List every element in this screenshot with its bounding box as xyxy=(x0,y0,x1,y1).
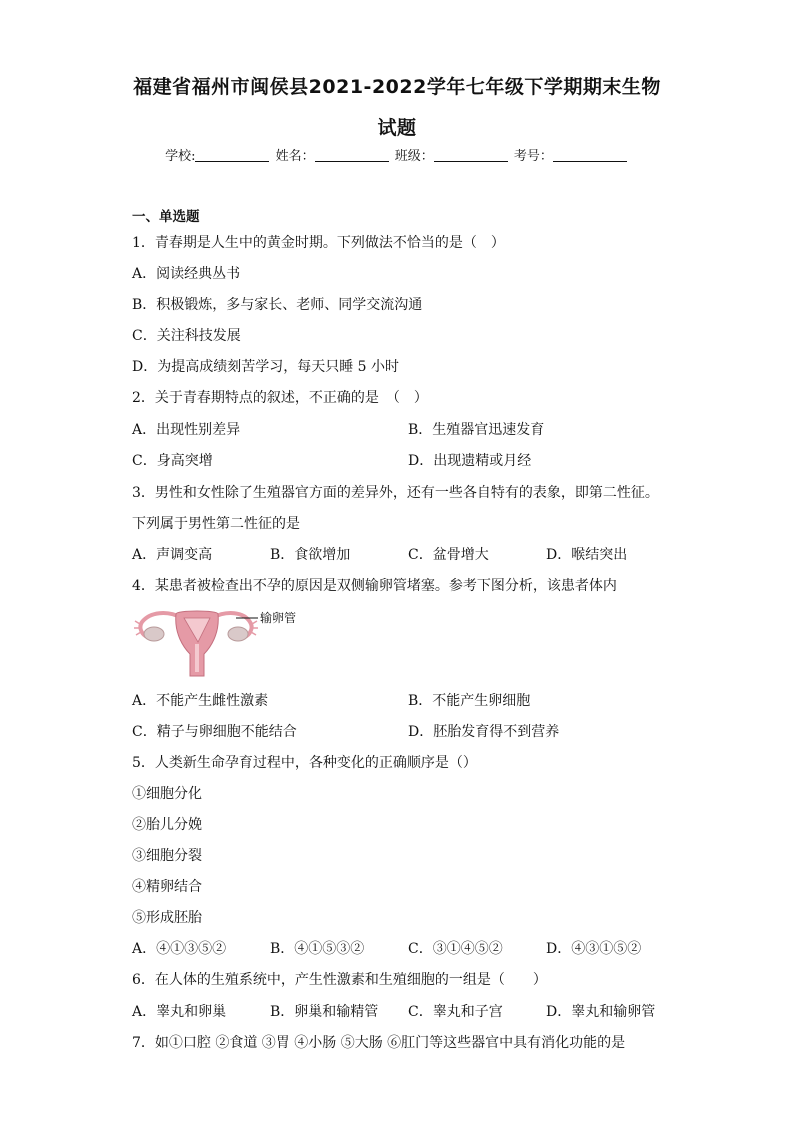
fallopian-tube-label: 输卵管 xyxy=(260,611,297,625)
q6-option-a: A．睾丸和卵巢 xyxy=(132,1004,227,1020)
name-blank[interactable] xyxy=(315,147,389,162)
q3-option-d: D．喉结突出 xyxy=(546,547,628,563)
student-info-row xyxy=(0,145,794,164)
question-3-stem-line2: 下列属于男性第二性征的是 xyxy=(132,516,300,532)
q3-option-c: C．盆骨增大 xyxy=(408,547,489,563)
q6-option-c: C．睾丸和子宫 xyxy=(408,1004,503,1020)
q5-option-c: C．③①④⑤② xyxy=(408,941,503,957)
question-7-stem: 7．如①口腔 ②食道 ③胃 ④小肠 ⑤大肠 ⑥肛门等这些器官中具有消化功能的是 xyxy=(132,1035,626,1051)
question-1-stem: 1．青春期是人生中的黄金时期。下列做法不恰当的是（ ） xyxy=(132,235,505,251)
q4-option-a: A．不能产生雌性激素 xyxy=(132,693,269,709)
q5-item-5: ⑤形成胚胎 xyxy=(132,910,202,926)
q5-option-d: D．④③①⑤② xyxy=(546,941,642,957)
q3-option-a: A．声调变高 xyxy=(132,547,213,563)
exam-no-blank[interactable] xyxy=(553,147,627,162)
q1-option-d: D．为提高成绩刻苦学习，每天只睡 5 小时 xyxy=(132,359,400,375)
q5-item-3: ③细胞分裂 xyxy=(132,848,202,864)
q2-option-b: B．生殖器官迅速发育 xyxy=(408,422,545,438)
q5-item-4: ④精卵结合 xyxy=(132,879,202,895)
class-blank[interactable] xyxy=(434,147,508,162)
school-blank[interactable] xyxy=(195,147,269,162)
q2-option-c: C．身高突增 xyxy=(132,453,213,469)
q5-item-1: ①细胞分化 xyxy=(132,786,202,802)
q4-option-d: D．胚胎发育得不到营养 xyxy=(408,724,560,740)
q1-option-b: B．积极锻炼，多与家长、老师、同学交流沟通 xyxy=(132,297,423,313)
q5-option-b: B．④①⑤③② xyxy=(270,941,365,957)
class-label: 班级： xyxy=(394,149,434,164)
q6-option-d: D．睾丸和输卵管 xyxy=(546,1004,656,1020)
q2-option-a: A．出现性别差异 xyxy=(132,422,241,438)
uterus-diagram xyxy=(132,604,312,682)
section-title: 一、单选题 xyxy=(132,209,200,225)
question-3-stem-line1: 3．男性和女性除了生殖器官方面的差异外，还有一些各自特有的表象，即第二性征。 xyxy=(132,485,659,501)
q3-option-b: B．食欲增加 xyxy=(270,547,351,563)
exam-no-label: 考号： xyxy=(513,149,553,164)
exam-title-line1: 福建省福州市闽侯县2021-2022学年七年级下学期期末生物 xyxy=(133,76,661,98)
question-5-stem: 5．人类新生命孕育过程中，各种变化的正确顺序是（） xyxy=(132,755,477,771)
exam-title-line2: 试题 xyxy=(377,117,417,139)
school-label: 学校: xyxy=(165,149,196,164)
q4-option-b: B．不能产生卵细胞 xyxy=(408,693,531,709)
q1-option-a: A．阅读经典丛书 xyxy=(132,266,241,282)
q2-option-d: D．出现遗精或月经 xyxy=(408,453,532,469)
name-label: 姓名： xyxy=(275,149,315,164)
q1-option-c: C．关注科技发展 xyxy=(132,328,241,344)
question-6-stem: 6．在人体的生殖系统中，产生性激素和生殖细胞的一组是（ ） xyxy=(132,972,547,988)
question-4-stem: 4．某患者被检查出不孕的原因是双侧输卵管堵塞。参考下图分析，该患者体内 xyxy=(132,578,617,594)
q5-option-a: A．④①③⑤② xyxy=(132,941,227,957)
q5-item-2: ②胎儿分娩 xyxy=(132,817,202,833)
question-2-stem: 2．关于青春期特点的叙述，不正确的是 （ ） xyxy=(132,390,428,406)
q6-option-b: B．卵巢和输精管 xyxy=(270,1004,379,1020)
q4-option-c: C．精子与卵细胞不能结合 xyxy=(132,724,297,740)
